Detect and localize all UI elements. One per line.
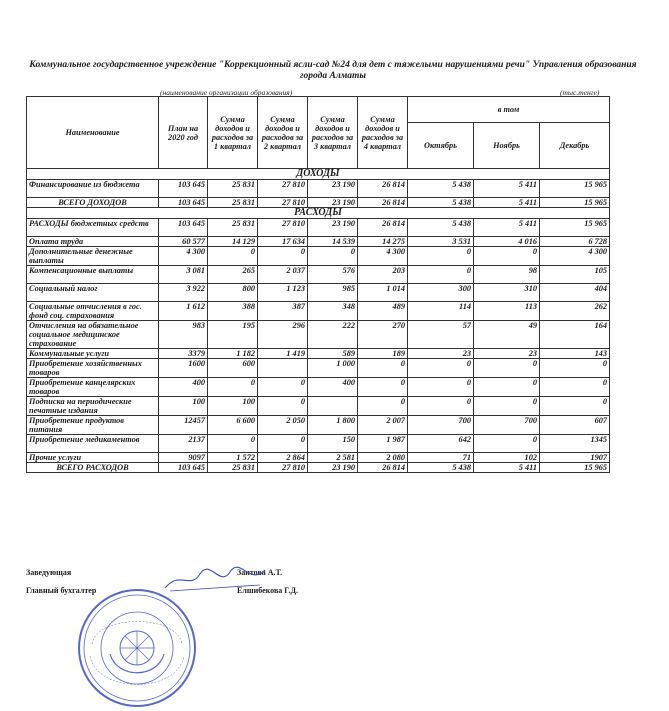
cell-dec: 1345 <box>540 435 610 453</box>
table-row <box>27 435 610 453</box>
cell-plan: 103 645 <box>159 219 208 237</box>
cell-q4: 0 <box>358 397 408 416</box>
cell-dec: 15 965 <box>540 219 610 237</box>
cell-nov: 0 <box>474 359 540 378</box>
cell-q1: 25 831 <box>208 219 258 237</box>
cell-nov: 0 <box>474 247 540 266</box>
cell-dec: 262 <box>540 302 610 321</box>
cell-nov: 5 411 <box>474 463 540 473</box>
cell-dec: 143 <box>540 349 610 359</box>
cell-q4: 1 987 <box>358 435 408 453</box>
row-name: Приобретение медикаментов <box>27 435 159 453</box>
cell-plan: 1 612 <box>159 302 208 321</box>
cell-oct: 114 <box>408 302 474 321</box>
cell-q4: 4 300 <box>358 247 408 266</box>
head-name: Заитова А.Т. <box>237 568 283 577</box>
row-name: ВСЕГО РАСХОДОВ <box>27 463 159 473</box>
cell-oct: 5 438 <box>408 463 474 473</box>
accountant-name: Елшибекова Г.Д. <box>237 586 298 595</box>
row-name: Оплата труда <box>27 237 159 247</box>
cell-dec: 0 <box>540 397 610 416</box>
row-name: Компенсационные выплаты <box>27 266 159 284</box>
cell-q1: 0 <box>208 435 258 453</box>
cell-q3: 23 190 <box>308 198 358 208</box>
cell-q4: 26 814 <box>358 219 408 237</box>
table-row <box>27 180 610 198</box>
row-name: РАСХОДЫ бюджетных средств <box>27 219 159 237</box>
cell-q4: 0 <box>358 378 408 397</box>
row-name: Социальный налог <box>27 284 159 302</box>
row-name: Социальные отчисления в гос. фонд соц. страхования <box>27 302 159 321</box>
expense-section: РАСХОДЫ <box>27 208 610 219</box>
cell-q2: 0 <box>258 435 308 453</box>
cell-q1: 388 <box>208 302 258 321</box>
cell-dec: 404 <box>540 284 610 302</box>
cell-oct: 300 <box>408 284 474 302</box>
table-row <box>27 359 610 378</box>
cell-q1: 100 <box>208 397 258 416</box>
table-row <box>27 237 610 247</box>
cell-nov: 49 <box>474 321 540 349</box>
cell-q4: 1 014 <box>358 284 408 302</box>
col-q4: Сумма доходов и расходов за 4 квартал <box>358 97 408 169</box>
cell-plan: 4 300 <box>159 247 208 266</box>
cell-plan: 9097 <box>159 453 208 463</box>
units-label: (тыс.тенге) <box>560 88 600 97</box>
cell-oct: 3 531 <box>408 237 474 247</box>
cell-q3: 348 <box>308 302 358 321</box>
cell-plan: 103 645 <box>159 198 208 208</box>
cell-dec: 105 <box>540 266 610 284</box>
cell-plan: 103 645 <box>159 463 208 473</box>
cell-q4: 189 <box>358 349 408 359</box>
cell-q3: 589 <box>308 349 358 359</box>
income-section: ДОХОДЫ <box>27 169 610 180</box>
cell-q1: 25 831 <box>208 180 258 198</box>
cell-nov: 700 <box>474 416 540 435</box>
cell-nov: 5 411 <box>474 180 540 198</box>
cell-plan: 12457 <box>159 416 208 435</box>
cell-nov: 0 <box>474 378 540 397</box>
cell-q1: 0 <box>208 247 258 266</box>
cell-oct: 0 <box>408 247 474 266</box>
cell-q1: 600 <box>208 359 258 378</box>
cell-dec: 4 300 <box>540 247 610 266</box>
row-name: Прочие услуги <box>27 453 159 463</box>
table-row <box>27 284 610 302</box>
cell-nov: 0 <box>474 397 540 416</box>
cell-q1: 1 182 <box>208 349 258 359</box>
cell-q3: 1 800 <box>308 416 358 435</box>
cell-q2: 0 <box>258 378 308 397</box>
cell-nov: 102 <box>474 453 540 463</box>
cell-q4: 26 814 <box>358 198 408 208</box>
cell-q2: 1 419 <box>258 349 308 359</box>
cell-plan: 103 645 <box>159 180 208 198</box>
cell-dec: 6 728 <box>540 237 610 247</box>
cell-q3: 1 000 <box>308 359 358 378</box>
cell-q4: 489 <box>358 302 408 321</box>
row-name: Отчисления на обязательное социальное медицинское страхование <box>27 321 159 349</box>
cell-q2: 27 810 <box>258 219 308 237</box>
row-name: Дополнительные денежные выплаты <box>27 247 159 266</box>
table-row <box>27 219 610 237</box>
table-row <box>27 453 610 463</box>
cell-dec: 1907 <box>540 453 610 463</box>
cell-oct: 0 <box>408 378 474 397</box>
col-q3: Сумма доходов и расходов за 3 квартал <box>308 97 358 169</box>
cell-q2: 27 810 <box>258 198 308 208</box>
cell-q2: 2 050 <box>258 416 308 435</box>
cell-dec: 15 965 <box>540 463 610 473</box>
cell-q3: 23 190 <box>308 219 358 237</box>
cell-q1: 0 <box>208 378 258 397</box>
cell-q2: 27 810 <box>258 463 308 473</box>
cell-q2: 17 634 <box>258 237 308 247</box>
table-row <box>27 463 610 473</box>
cell-nov: 5 411 <box>474 198 540 208</box>
cell-q2 <box>258 359 308 378</box>
cell-q2: 0 <box>258 397 308 416</box>
cell-q3: 222 <box>308 321 358 349</box>
cell-oct: 0 <box>408 266 474 284</box>
row-name: Подписка на периодические печатные издания <box>27 397 159 416</box>
cell-q1: 25 831 <box>208 463 258 473</box>
col-in-that: в том <box>408 97 610 123</box>
col-oct: Октябрь <box>408 123 474 169</box>
org-caption: (наименование организации образования) <box>160 88 293 97</box>
table-row <box>27 397 610 416</box>
cell-q4: 0 <box>358 359 408 378</box>
cell-dec: 164 <box>540 321 610 349</box>
cell-q4: 26 814 <box>358 180 408 198</box>
cell-plan: 2137 <box>159 435 208 453</box>
cell-q1: 800 <box>208 284 258 302</box>
cell-plan: 3 081 <box>159 266 208 284</box>
cell-q2: 296 <box>258 321 308 349</box>
cell-oct: 0 <box>408 397 474 416</box>
table-row <box>27 321 610 349</box>
cell-nov: 4 016 <box>474 237 540 247</box>
cell-nov: 23 <box>474 349 540 359</box>
col-dec: Декабрь <box>540 123 610 169</box>
table-row <box>27 349 610 359</box>
cell-q3: 576 <box>308 266 358 284</box>
cell-plan: 60 577 <box>159 237 208 247</box>
cell-q1: 195 <box>208 321 258 349</box>
cell-q3: 985 <box>308 284 358 302</box>
accountant-role: Главный бухгалтер <box>26 586 97 595</box>
cell-plan: 1600 <box>159 359 208 378</box>
table-row <box>27 302 610 321</box>
cell-nov: 98 <box>474 266 540 284</box>
cell-oct: 57 <box>408 321 474 349</box>
cell-nov: 113 <box>474 302 540 321</box>
cell-q2: 2 037 <box>258 266 308 284</box>
cell-dec: 15 965 <box>540 180 610 198</box>
table-row <box>27 247 610 266</box>
row-name: Приобретение канцелярских товаров <box>27 378 159 397</box>
cell-q3 <box>308 397 358 416</box>
cell-oct: 5 438 <box>408 198 474 208</box>
cell-plan: 400 <box>159 378 208 397</box>
cell-dec: 607 <box>540 416 610 435</box>
cell-q3: 400 <box>308 378 358 397</box>
cell-q4: 14 275 <box>358 237 408 247</box>
col-q2: Сумма доходов и расходов за 2 квартал <box>258 97 308 169</box>
cell-oct: 71 <box>408 453 474 463</box>
cell-q1: 265 <box>208 266 258 284</box>
cell-plan: 3 922 <box>159 284 208 302</box>
org-title: Коммунальное государственное учреждение "Коррекционный ясли-сад №24 для дет с тяжелыми нарушениями речи" Управления образования города Алматы <box>29 60 637 81</box>
cell-q2: 0 <box>258 247 308 266</box>
cell-plan: 3379 <box>159 349 208 359</box>
row-name: Приобретение продуктов питания <box>27 416 159 435</box>
head-role: Заведующая <box>26 568 72 577</box>
cell-q2: 27 810 <box>258 180 308 198</box>
cell-q3: 0 <box>308 247 358 266</box>
cell-q2: 2 864 <box>258 453 308 463</box>
col-name: Наименование <box>27 97 159 169</box>
cell-q3: 23 190 <box>308 463 358 473</box>
table-row <box>27 416 610 435</box>
cell-dec: 0 <box>540 378 610 397</box>
row-name: Приобретение хозяйственных товаров <box>27 359 159 378</box>
cell-q4: 203 <box>358 266 408 284</box>
cell-nov: 0 <box>474 435 540 453</box>
cell-dec: 15 965 <box>540 198 610 208</box>
table-row <box>27 198 610 208</box>
cell-nov: 310 <box>474 284 540 302</box>
cell-oct: 642 <box>408 435 474 453</box>
budget-table <box>26 96 610 473</box>
row-name: ВСЕГО ДОХОДОВ <box>27 198 159 208</box>
cell-plan: 100 <box>159 397 208 416</box>
cell-q1: 1 572 <box>208 453 258 463</box>
cell-plan: 983 <box>159 321 208 349</box>
cell-q3: 150 <box>308 435 358 453</box>
cell-q3: 2 581 <box>308 453 358 463</box>
cell-q1: 6 600 <box>208 416 258 435</box>
cell-q2: 387 <box>258 302 308 321</box>
table-row <box>27 378 610 397</box>
cell-q4: 26 814 <box>358 463 408 473</box>
cell-oct: 5 438 <box>408 219 474 237</box>
col-nov: Ноябрь <box>474 123 540 169</box>
col-plan: План на 2020 год <box>159 97 208 169</box>
table-row <box>27 266 610 284</box>
official-stamp-icon <box>62 584 202 709</box>
row-name: Финансирование из бюджета <box>27 180 159 198</box>
cell-q4: 270 <box>358 321 408 349</box>
cell-q3: 23 190 <box>308 180 358 198</box>
col-q1: Сумма доходов и расходов за 1 квартал <box>208 97 258 169</box>
cell-q2: 1 123 <box>258 284 308 302</box>
cell-q1: 14 129 <box>208 237 258 247</box>
cell-q1: 25 831 <box>208 198 258 208</box>
cell-oct: 700 <box>408 416 474 435</box>
cell-oct: 23 <box>408 349 474 359</box>
row-name: Коммунальные услуги <box>27 349 159 359</box>
cell-oct: 0 <box>408 359 474 378</box>
cell-q4: 2 007 <box>358 416 408 435</box>
cell-q3: 14 539 <box>308 237 358 247</box>
cell-nov: 5 411 <box>474 219 540 237</box>
cell-q4: 2 080 <box>358 453 408 463</box>
cell-oct: 5 438 <box>408 180 474 198</box>
cell-dec: 0 <box>540 359 610 378</box>
